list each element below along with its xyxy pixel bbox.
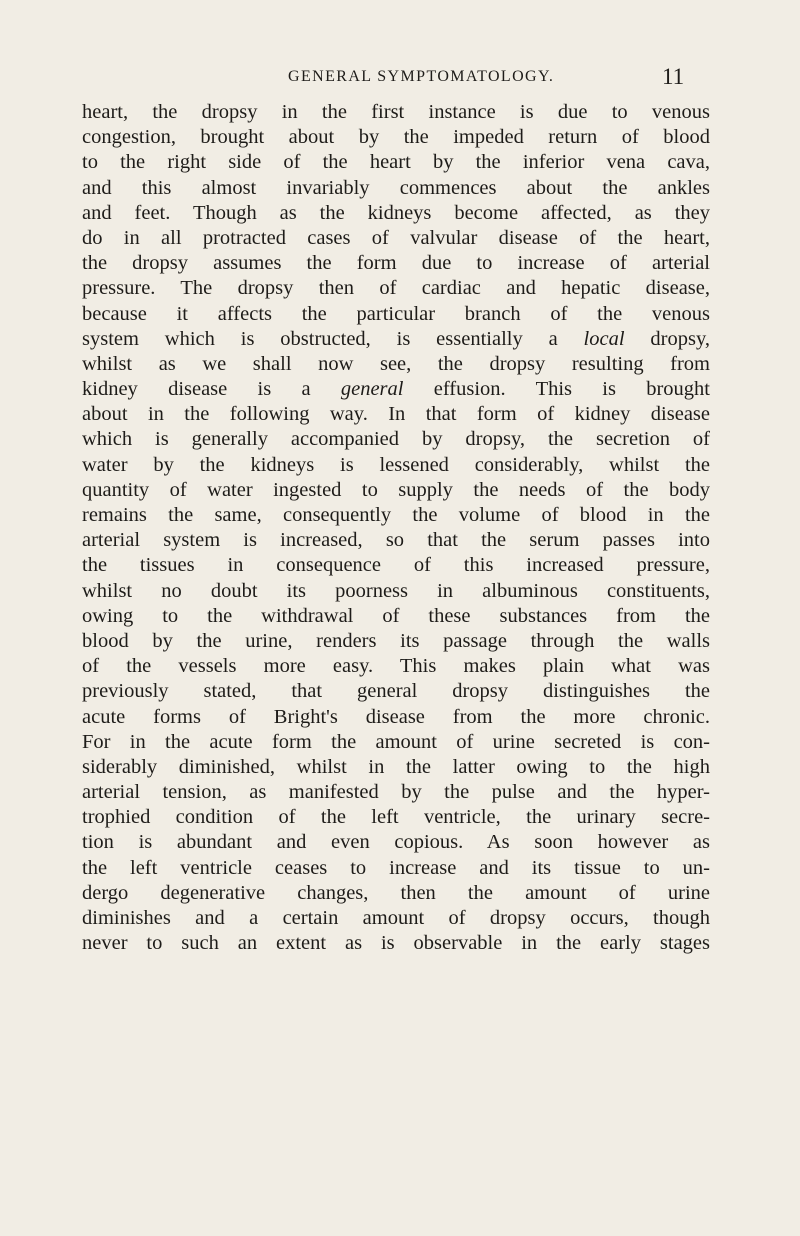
text-line: whilst as we shall now see, the dropsy resulting from <box>82 352 710 375</box>
text-line: previously stated, that general dropsy distinguishes the <box>82 680 710 703</box>
text-line: For in the acute form the amount of urine secreted is con- <box>82 730 710 753</box>
italic-term: general <box>340 378 404 401</box>
text-line: system which is obstructed, is essentially a local dropsy, <box>82 327 710 350</box>
text-line: whilst no doubt its poorness in albuminous constituents, <box>82 579 710 602</box>
text-line: acute forms of Bright's disease from the more chronic. <box>82 705 710 728</box>
text-line: siderably diminished, whilst in the latter owing to the high <box>82 755 710 778</box>
text-line: blood by the urine, renders its passage through the walls <box>82 629 710 652</box>
text-line: water by the kidneys is lessened considerably, whilst the <box>82 453 710 476</box>
text-line: dergo degenerative changes, then the amount of urine <box>82 881 710 904</box>
text-line: arterial system is increased, so that the serum passes into <box>82 529 710 552</box>
text-line: heart, the dropsy in the first instance is due to venous <box>82 101 710 123</box>
text-line: never to such an extent as is observable in the early stages <box>82 932 710 955</box>
text-line: the dropsy assumes the form due to increase of arterial <box>82 252 710 275</box>
italic-term: local <box>583 327 625 350</box>
text-line: quantity of water ingested to supply the needs of the body <box>82 478 710 501</box>
page-number: 11 <box>662 64 685 89</box>
text-line: arterial tension, as manifested by the pulse and the hyper- <box>82 781 710 804</box>
text-line: because it affects the particular branch of the venous <box>82 302 710 325</box>
text-line: remains the same, consequently the volume of blood in the <box>82 504 710 526</box>
text-line: kidney disease is a general effusion. This is brought <box>82 378 710 401</box>
body-text <box>82 100 710 956</box>
text-line: which is generally accompanied by dropsy, the secretion of <box>82 428 710 451</box>
text-line: trophied condition of the left ventricle, the urinary secre- <box>82 806 710 829</box>
text-line: and feet. Though as the kidneys become affected, as they <box>82 201 710 224</box>
text-line: of the vessels more easy. This makes plain what was <box>82 655 710 678</box>
running-title: GENERAL SYMPTOMATOLOGY. <box>288 68 555 85</box>
text-line: congestion, brought about by the impeded return of blood <box>82 126 710 149</box>
text-line: the tissues in consequence of this increased pressure, <box>82 554 710 577</box>
text-line: pressure. The dropsy then of cardiac and hepatic disease, <box>82 277 710 300</box>
text-line: to the right side of the heart by the inferior vena cava, <box>82 151 710 174</box>
text-line: tion is abundant and even copious. As soon however as <box>82 831 710 854</box>
text-line: the left ventricle ceases to increase and its tissue to un- <box>82 856 710 879</box>
text-line: about in the following way. In that form of kidney disease <box>82 403 710 426</box>
text-line: and this almost invariably commences about the ankles <box>82 176 710 199</box>
text-line: do in all protracted cases of valvular disease of the heart, <box>82 226 710 249</box>
text-line: diminishes and a certain amount of dropsy occurs, though <box>82 907 710 929</box>
text-line: owing to the withdrawal of these substances from the <box>82 604 710 627</box>
running-head <box>0 64 800 94</box>
